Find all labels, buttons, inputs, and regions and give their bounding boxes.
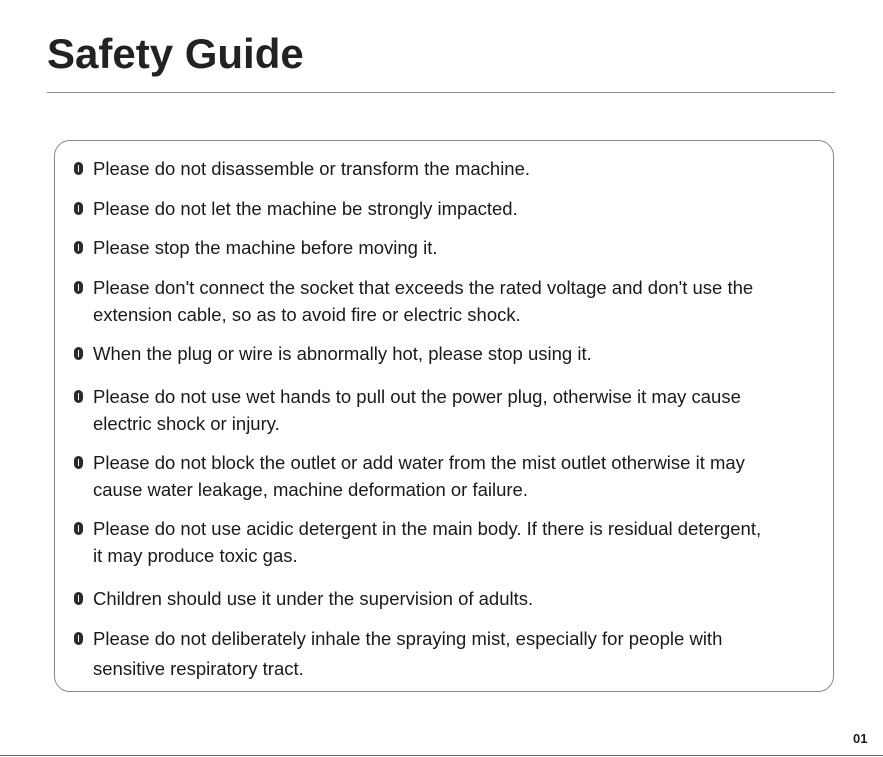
- safety-item-line: Please do not use acidic detergent in the main body. If there is residual detergent,: [93, 518, 762, 539]
- bullet-icon: [74, 202, 83, 215]
- safety-item-line: electric shock or injury.: [93, 413, 280, 434]
- safety-item-line: Please stop the machine before moving it.: [93, 237, 438, 258]
- bullet-icon: [74, 592, 83, 605]
- safety-panel: [54, 140, 834, 692]
- safety-item: [93, 625, 823, 682]
- safety-item-line: Please do not disassemble or transform the machine.: [93, 158, 531, 179]
- bullet-icon: [74, 241, 83, 254]
- safety-item: [93, 155, 823, 182]
- safety-item-line: sensitive respiratory tract.: [93, 658, 304, 679]
- title-divider: [47, 92, 835, 93]
- safety-item-line: cause water leakage, machine deformation or failure.: [93, 479, 528, 500]
- safety-item-line: Please do not let the machine be strongly impacted.: [93, 198, 518, 219]
- safety-item-line: Children should use it under the supervision of adults.: [93, 588, 534, 609]
- safety-item-line: extension cable, so as to avoid fire or electric shock.: [93, 304, 521, 325]
- page-title: Safety Guide: [47, 30, 304, 77]
- bullet-icon: [74, 632, 83, 645]
- bullet-icon: [74, 390, 83, 403]
- safety-item-line: it may produce toxic gas.: [93, 545, 298, 566]
- safety-item-line: Please do not deliberately inhale the spraying mist, especially for people with: [93, 628, 723, 649]
- safety-item: [93, 234, 823, 261]
- safety-item-line: When the plug or wire is abnormally hot, please stop using it.: [93, 343, 592, 364]
- safety-item-line: Please do not use wet hands to pull out the power plug, otherwise it may cause: [93, 386, 741, 407]
- safety-item-line: Please don't connect the socket that exceeds the rated voltage and don't use the: [93, 277, 754, 298]
- safety-item-line: Please do not block the outlet or add water from the mist outlet otherwise it may: [93, 452, 745, 473]
- bullet-icon: [74, 347, 83, 360]
- page-number: 01: [853, 731, 868, 746]
- safety-item: [93, 585, 823, 612]
- bullet-icon: [74, 456, 83, 469]
- safety-item: [93, 449, 823, 503]
- safety-item: [93, 274, 823, 328]
- bullet-icon: [74, 162, 83, 175]
- safety-item: [93, 195, 823, 222]
- footer-divider: [0, 755, 883, 756]
- bullet-icon: [74, 522, 83, 535]
- bullet-icon: [74, 281, 83, 294]
- safety-item: [93, 383, 823, 437]
- safety-item: [93, 515, 823, 569]
- safety-item: [93, 340, 823, 367]
